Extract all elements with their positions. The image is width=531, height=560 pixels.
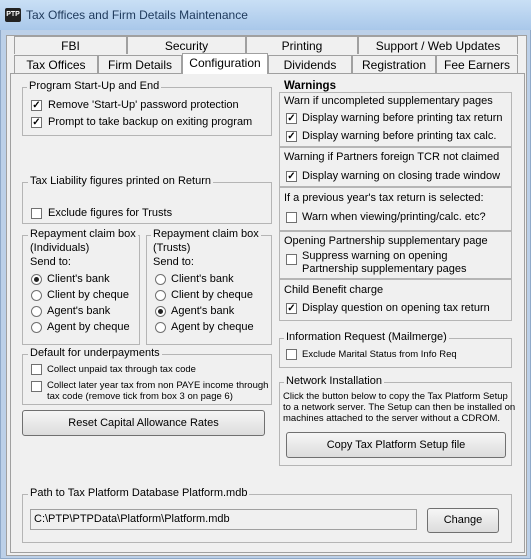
- tab-fbi[interactable]: FBI: [14, 36, 127, 54]
- repayment-trusts-subtitle: (Trusts): [153, 242, 191, 254]
- suppress-partnership-label-2: Partnership supplementary pages: [302, 263, 467, 275]
- change-path-button[interactable]: Change: [427, 508, 499, 533]
- tab-support-web-updates[interactable]: Support / Web Updates: [358, 36, 518, 54]
- uncompleted-pages-heading: Warn if uncompleted supplementary pages: [284, 95, 493, 107]
- child-benefit-question-checkbox[interactable]: ✓: [287, 303, 296, 314]
- ind-agents-bank-label: Agent's bank: [47, 305, 111, 317]
- collect-later-year-checkbox[interactable]: [31, 381, 42, 392]
- suppress-partnership-checkbox[interactable]: [286, 254, 297, 265]
- repayment-individuals-title: Repayment claim box: [30, 228, 136, 240]
- underpayments-title: Default for underpayments: [30, 347, 160, 359]
- previous-year-heading: If a previous year's tax return is selected:: [284, 192, 484, 204]
- child-benefit-question-label: Display question on opening tax return: [302, 302, 490, 314]
- collect-later-year-label-2: tax code (remove tick from box 3 on page 6): [47, 391, 233, 402]
- remove-startup-password-label: Remove 'Start-Up' password protection: [48, 99, 239, 111]
- trust-agent-cheque-label: Agent by cheque: [171, 321, 254, 333]
- program-startup-title: Program Start-Up and End: [29, 80, 160, 92]
- warn-print-return-checkbox[interactable]: ✓: [287, 113, 296, 124]
- collect-unpaid-checkbox[interactable]: [31, 364, 42, 375]
- network-desc-line1: Click the button below to copy the Tax Platform Setup: [283, 391, 508, 402]
- copy-setup-file-button[interactable]: Copy Tax Platform Setup file: [286, 432, 506, 458]
- prompt-backup-label: Prompt to take backup on exiting program: [48, 116, 253, 128]
- tax-liability-title: Tax Liability figures printed on Return: [30, 175, 211, 187]
- collect-later-year-label-1: Collect later year tax from non PAYE income through: [47, 380, 269, 391]
- trust-agent-cheque-radio[interactable]: [155, 322, 166, 333]
- warn-viewing-label: Warn when viewing/printing/calc. etc?: [302, 211, 486, 223]
- tab-registration[interactable]: Registration: [352, 55, 436, 73]
- collect-unpaid-label: Collect unpaid tax through tax code: [47, 364, 196, 375]
- trust-agents-bank-label: Agent's bank: [171, 305, 235, 317]
- ind-client-cheque-label: Client by cheque: [47, 289, 129, 301]
- remove-startup-password-checkbox[interactable]: ✓: [32, 100, 41, 111]
- repayment-individuals-subtitle: (Individuals): [30, 242, 90, 254]
- tab-dividends[interactable]: Dividends: [268, 55, 352, 73]
- tab-tax-offices[interactable]: Tax Offices: [14, 55, 98, 73]
- prompt-backup-checkbox[interactable]: ✓: [32, 117, 41, 128]
- warnings-title: Warnings: [284, 80, 336, 92]
- warn-print-return-label: Display warning before printing tax return: [302, 112, 503, 124]
- app-icon: PTP: [5, 8, 21, 22]
- database-path-title: Path to Tax Platform Database Platform.mdb: [30, 487, 248, 499]
- exclude-trusts-label: Exclude figures for Trusts: [48, 207, 173, 219]
- repayment-trusts-send-to: Send to:: [153, 256, 194, 268]
- ind-agents-bank-radio[interactable]: [31, 306, 42, 317]
- exclude-trusts-checkbox[interactable]: [31, 208, 42, 219]
- trust-client-cheque-label: Client by cheque: [171, 289, 253, 301]
- warn-closing-trade-label: Display warning on closing trade window: [302, 170, 501, 182]
- warn-print-calc-checkbox[interactable]: ✓: [287, 131, 296, 142]
- ind-agent-cheque-radio[interactable]: [31, 322, 42, 333]
- database-path-field[interactable]: C:\PTP\PTPData\Platform\Platform.mdb: [30, 509, 417, 530]
- warn-closing-trade-checkbox[interactable]: ✓: [287, 171, 296, 182]
- info-request-title: Information Request (Mailmerge): [286, 331, 447, 343]
- ind-agent-cheque-label: Agent by cheque: [47, 321, 130, 333]
- opening-partnership-heading: Opening Partnership supplementary page: [284, 235, 488, 247]
- trust-client-cheque-radio[interactable]: [155, 290, 166, 301]
- ind-client-cheque-radio[interactable]: [31, 290, 42, 301]
- suppress-partnership-label-1: Suppress warning on opening: [302, 250, 448, 262]
- tab-fee-earners[interactable]: Fee Earners: [436, 55, 518, 73]
- network-installation-title: Network Installation: [286, 375, 382, 387]
- network-desc-line2: to a network server. The Setup can then be installed on: [283, 402, 516, 413]
- tab-printing[interactable]: Printing: [246, 36, 358, 54]
- trust-clients-bank-radio[interactable]: [155, 274, 166, 285]
- partners-tcr-heading: Warning if Partners foreign TCR not claimed: [284, 151, 500, 163]
- trust-clients-bank-label: Client's bank: [171, 273, 234, 285]
- child-benefit-heading: Child Benefit charge: [284, 284, 384, 296]
- tab-security[interactable]: Security: [127, 36, 246, 54]
- repayment-trusts-title: Repayment claim box: [153, 228, 259, 240]
- tab-firm-details[interactable]: Firm Details: [98, 55, 182, 73]
- ind-clients-bank-radio[interactable]: [31, 274, 42, 285]
- window-title: Tax Offices and Firm Details Maintenance: [26, 8, 248, 22]
- warn-viewing-checkbox[interactable]: [286, 212, 297, 223]
- tab-configuration[interactable]: Configuration: [182, 53, 268, 74]
- network-desc-line3: machines attached to the server without a CDROM.: [283, 413, 501, 424]
- trust-agents-bank-radio[interactable]: [155, 306, 166, 317]
- exclude-marital-label: Exclude Marital Status from Info Req: [302, 349, 457, 360]
- ind-clients-bank-label: Client's bank: [47, 273, 110, 285]
- exclude-marital-checkbox[interactable]: [286, 349, 297, 360]
- warn-print-calc-label: Display warning before printing tax calc.: [302, 130, 497, 142]
- repayment-individuals-send-to: Send to:: [30, 256, 71, 268]
- reset-capital-allowance-button[interactable]: Reset Capital Allowance Rates: [22, 410, 265, 436]
